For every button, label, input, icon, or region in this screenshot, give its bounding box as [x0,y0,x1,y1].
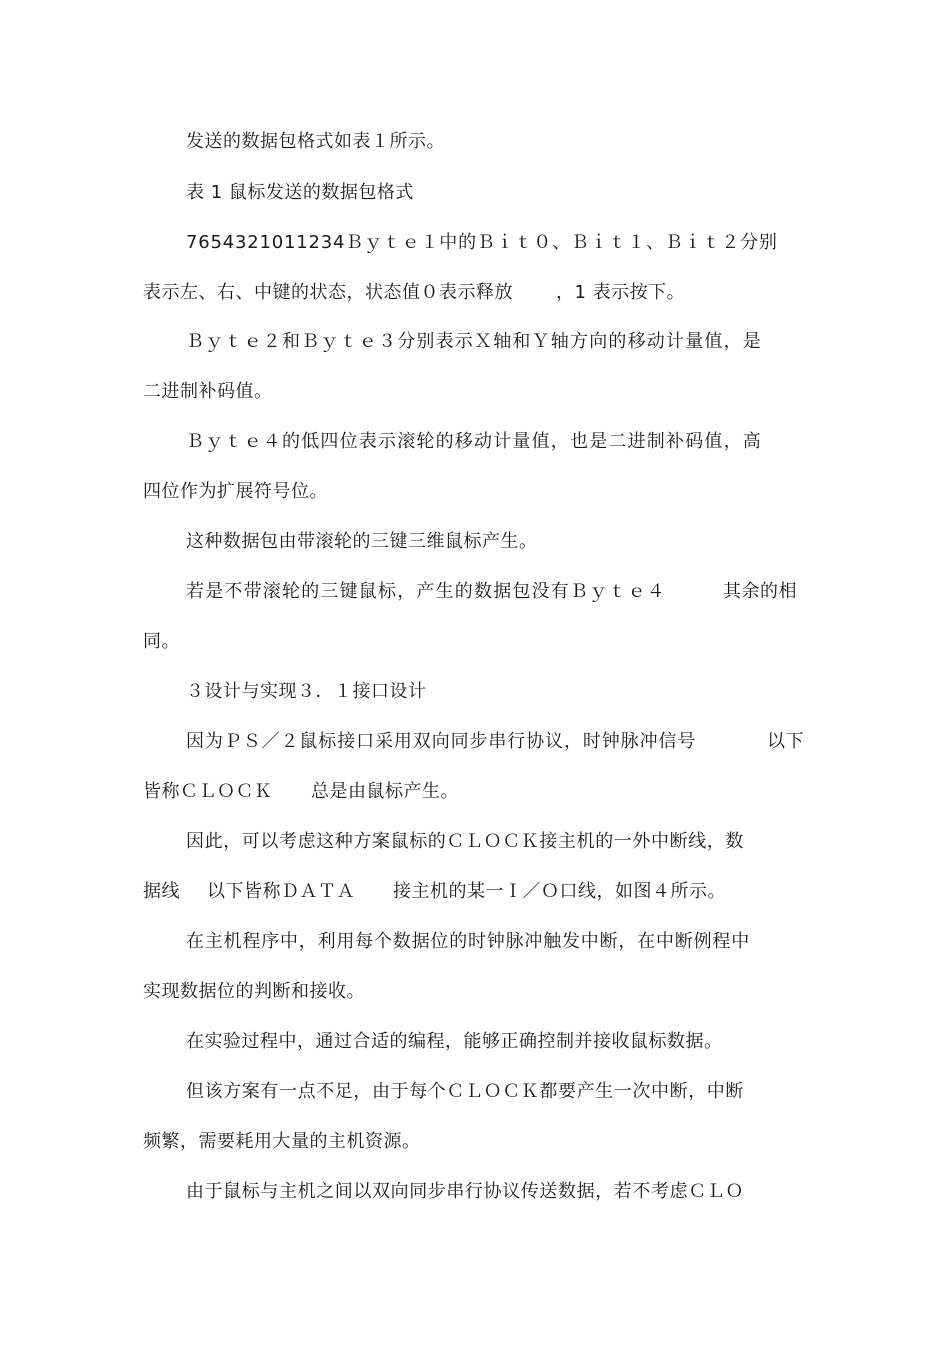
table-caption: 表 1 鼠标发送的数据包格式 [186,182,414,203]
section-heading: ３设计与实现３．１接口设计 [186,681,427,702]
paragraph-line: 7654321011234Ｂｙｔｅ１中的Ｂｉｔ０、Ｂｉｔ１、Ｂｉｔ２分别 [186,232,778,253]
paragraph-line: Ｂｙｔｅ２和Ｂｙｔｅ３分别表示Ｘ轴和Ｙ轴方向的移动计量值，是 [186,331,762,352]
paragraph-line: 在实验过程中，通过合适的编程，能够正确控制并接收鼠标数据。 [186,1031,723,1052]
paragraph-line: 总是由鼠标产生。 [311,781,459,802]
paragraph-line: 其余的相 [723,581,797,602]
paragraph-line: 表示左、右、中键的状态，状态值０表示释放 [143,282,513,303]
paragraph-line: 实现数据位的判断和接收。 [143,981,365,1002]
paragraph-line: ，1 表示按下。 [556,282,686,303]
paragraph-line: 据线 [143,881,180,902]
paragraph-line: 皆称ＣＬＯＣＫ [143,781,273,802]
paragraph-line: 接主机的某一Ｉ／Ｏ口线，如图４所示。 [393,881,726,902]
paragraph-line: 因此，可以考虑这种方案鼠标的ＣＬＯＣＫ接主机的一外中断线，数 [186,831,744,852]
paragraph-line: 四位作为扩展符号位。 [143,481,328,502]
paragraph-line: 若是不带滚轮的三键鼠标，产生的数据包没有Ｂｙｔｅ４ [186,581,666,602]
paragraph-line: 二进制补码值。 [143,381,273,402]
paragraph-line: 由于鼠标与主机之间以双向同步串行协议传送数据，若不考虑ＣＬＯ [186,1181,744,1202]
paragraph-line: 以下 [767,731,804,752]
paragraph-line: 发送的数据包格式如表１所示。 [186,131,445,152]
paragraph-line: 但该方案有一点不足，由于每个ＣＬＯＣＫ都要产生一次中断，中断 [186,1081,744,1102]
paragraph-line: 同。 [143,631,180,652]
paragraph-line: 频繁，需要耗用大量的主机资源。 [143,1131,421,1152]
paragraph-line: 因为ＰＳ／２鼠标接口采用双向同步串行协议，时钟脉冲信号 [186,731,697,752]
paragraph-line: Ｂｙｔｅ４的低四位表示滚轮的移动计量值，也是二进制补码值，高 [186,431,762,452]
paragraph-line: 这种数据包由带滚轮的三键三维鼠标产生。 [186,531,538,552]
paragraph-line: 在主机程序中，利用每个数据位的时钟脉冲触发中断，在中断例程中 [186,931,750,952]
paragraph-line: 以下皆称ＤＡＴＡ [207,881,355,902]
